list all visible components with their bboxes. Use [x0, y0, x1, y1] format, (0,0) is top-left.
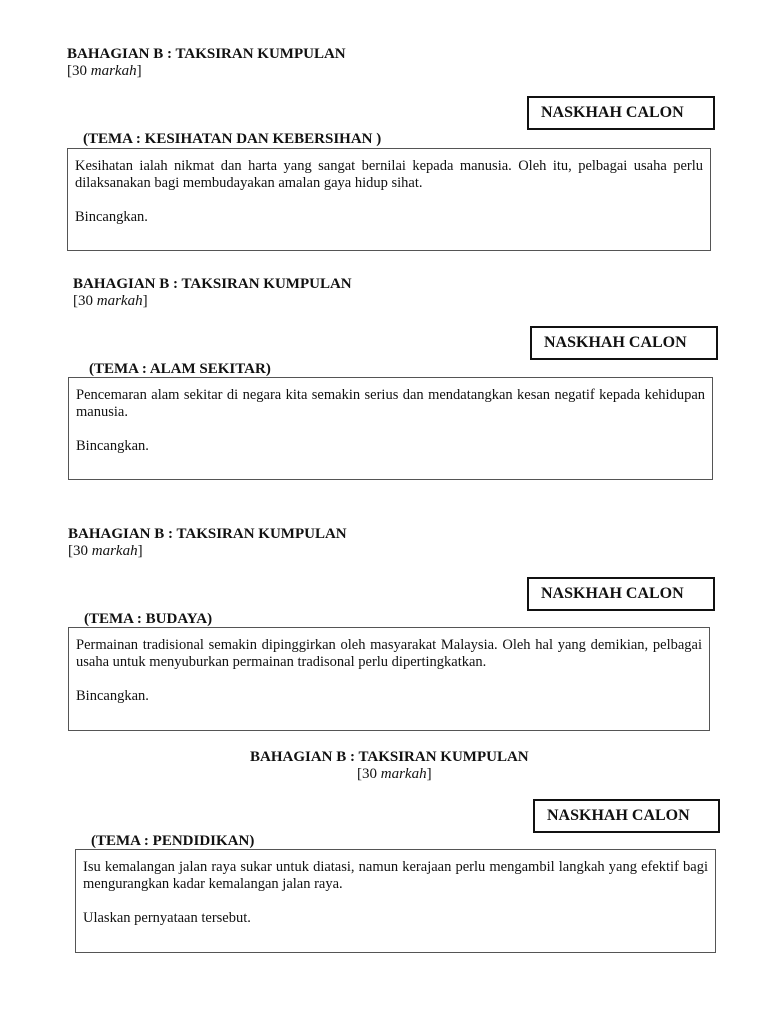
prompt-box: [75, 849, 716, 953]
naskhah-calon-badge: NASKHAH CALON: [530, 326, 718, 360]
section-heading: BAHAGIAN B : TAKSIRAN KUMPULAN: [67, 46, 346, 62]
prompt-text: Permainan tradisional semakin dipinggirkan oleh masyarakat Malaysia. Oleh hal yang demikian, pelbagai usaha untuk menyuburkan permainan tradisonal perlu dipertingkatkan.: [76, 637, 702, 670]
marks-word: markah: [380, 766, 427, 782]
marks-close: ]: [137, 543, 143, 559]
naskhah-calon-badge: NASKHAH CALON: [527, 577, 715, 611]
marks-label: [73, 293, 148, 310]
naskhah-calon-badge: NASKHAH CALON: [533, 799, 720, 833]
instruction-text: Bincangkan.: [76, 688, 149, 704]
marks-word: markah: [96, 293, 143, 309]
marks-open: [30: [73, 293, 97, 309]
marks-word: markah: [90, 63, 137, 79]
instruction-text: Bincangkan.: [76, 438, 149, 454]
marks-label: [357, 766, 432, 783]
marks-open: [30: [357, 766, 381, 782]
marks-close: ]: [426, 766, 432, 782]
instruction-text: Ulaskan pernyataan tersebut.: [83, 910, 251, 926]
theme-label: (TEMA : KESIHATAN DAN KEBERSIHAN ): [83, 131, 382, 147]
marks-close: ]: [142, 293, 148, 309]
marks-label: [67, 63, 142, 80]
theme-label: (TEMA : ALAM SEKITAR): [89, 361, 271, 377]
marks-close: ]: [136, 63, 142, 79]
marks-open: [30: [67, 63, 91, 79]
instruction-text: Bincangkan.: [75, 209, 148, 225]
naskhah-calon-badge: NASKHAH CALON: [527, 96, 715, 130]
prompt-text: Kesihatan ialah nikmat dan harta yang sangat bernilai kepada manusia. Oleh itu, pelbagai usaha perlu dilaksanakan bagi membudayakan amalan gaya hidup sihat.: [75, 158, 703, 191]
prompt-box: [68, 377, 713, 480]
marks-label: [68, 543, 143, 560]
section-heading: BAHAGIAN B : TAKSIRAN KUMPULAN: [73, 276, 352, 292]
marks-open: [30: [68, 543, 92, 559]
prompt-text: Pencemaran alam sekitar di negara kita semakin serius dan mendatangkan kesan negatif kepada kehidupan manusia.: [76, 387, 705, 420]
theme-label: (TEMA : PENDIDIKAN): [91, 833, 255, 849]
section-heading: BAHAGIAN B : TAKSIRAN KUMPULAN: [250, 749, 529, 765]
section-heading: BAHAGIAN B : TAKSIRAN KUMPULAN: [68, 526, 347, 542]
marks-word: markah: [91, 543, 138, 559]
theme-label: (TEMA : BUDAYA): [84, 611, 213, 627]
prompt-box: [67, 148, 711, 251]
prompt-box: [68, 627, 710, 731]
prompt-text: Isu kemalangan jalan raya sukar untuk diatasi, namun kerajaan perlu mengambil langkah yang efektif bagi mengurangkan kadar kemalangan jalan raya.: [83, 859, 708, 892]
